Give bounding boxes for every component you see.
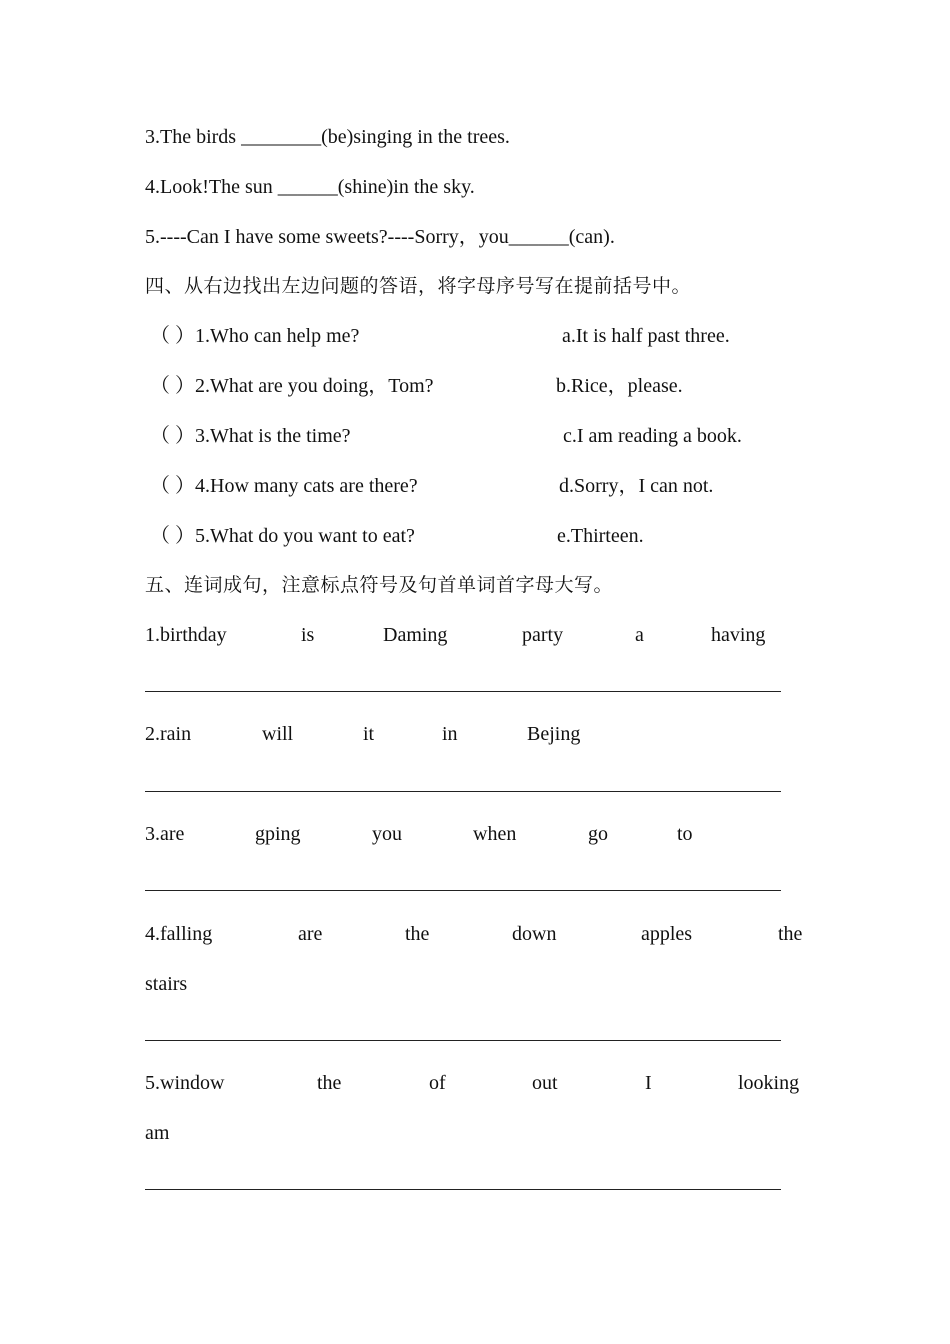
word: will <box>262 723 294 745</box>
word: Daming <box>383 624 448 646</box>
word: is <box>301 624 315 646</box>
word: a <box>635 624 644 646</box>
fill-blank-5: 5.----Can I have some sweets?----Sorry，you______(can). <box>145 226 615 248</box>
word: down <box>512 923 557 945</box>
answer-line-3 <box>145 890 781 891</box>
word: gping <box>255 823 301 845</box>
answer-line-5 <box>145 1189 781 1190</box>
word: 1.birthday <box>145 624 227 646</box>
match-answer-a: a.It is half past three. <box>562 325 730 347</box>
match-answer-e: e.Thirteen. <box>557 525 644 547</box>
match-question-2: （ ）2.What are you doing，Tom? <box>150 375 434 397</box>
word: Bejing <box>527 723 581 745</box>
word: 4.falling <box>145 923 213 945</box>
word: 5.window <box>145 1072 225 1094</box>
match-answer-d: d.Sorry，I can not. <box>559 475 714 497</box>
section5-heading: 五、连词成句，注意标点符号及句首单词首字母大写。 <box>145 574 614 596</box>
fill-blank-4: 4.Look!The sun ______(shine)in the sky. <box>145 176 475 198</box>
word: when <box>473 823 517 845</box>
word: the <box>405 923 430 945</box>
word: in <box>442 723 458 745</box>
answer-line-2 <box>145 791 781 792</box>
word: you <box>372 823 402 845</box>
word: 2.rain <box>145 723 192 745</box>
word: apples <box>641 923 693 945</box>
word: having <box>711 624 766 646</box>
word: go <box>588 823 608 845</box>
word: stairs <box>145 973 188 995</box>
word: it <box>363 723 375 745</box>
word: looking <box>738 1072 800 1094</box>
answer-line-4 <box>145 1040 781 1041</box>
match-question-3: （ ）3.What is the time? <box>150 425 351 447</box>
word: out <box>532 1072 558 1094</box>
word: to <box>677 823 693 845</box>
word: am <box>145 1122 170 1144</box>
match-question-5: （ ）5.What do you want to eat? <box>150 525 415 547</box>
fill-blank-3: 3.The birds ________(be)singing in the trees. <box>145 126 510 148</box>
word: I <box>645 1072 652 1094</box>
word: the <box>317 1072 342 1094</box>
match-question-4: （ ）4.How many cats are there? <box>150 475 418 497</box>
word: party <box>522 624 564 646</box>
match-question-1: （ ）1.Who can help me? <box>150 325 360 347</box>
word: 3.are <box>145 823 185 845</box>
match-answer-b: b.Rice，please. <box>556 375 683 397</box>
word: are <box>298 923 323 945</box>
match-answer-c: c.I am reading a book. <box>563 425 742 447</box>
answer-line-1 <box>145 691 781 692</box>
word: the <box>778 923 803 945</box>
word: of <box>429 1072 446 1094</box>
section4-heading: 四、从右边找出左边问题的答语，将字母序号写在提前括号中。 <box>145 275 692 297</box>
